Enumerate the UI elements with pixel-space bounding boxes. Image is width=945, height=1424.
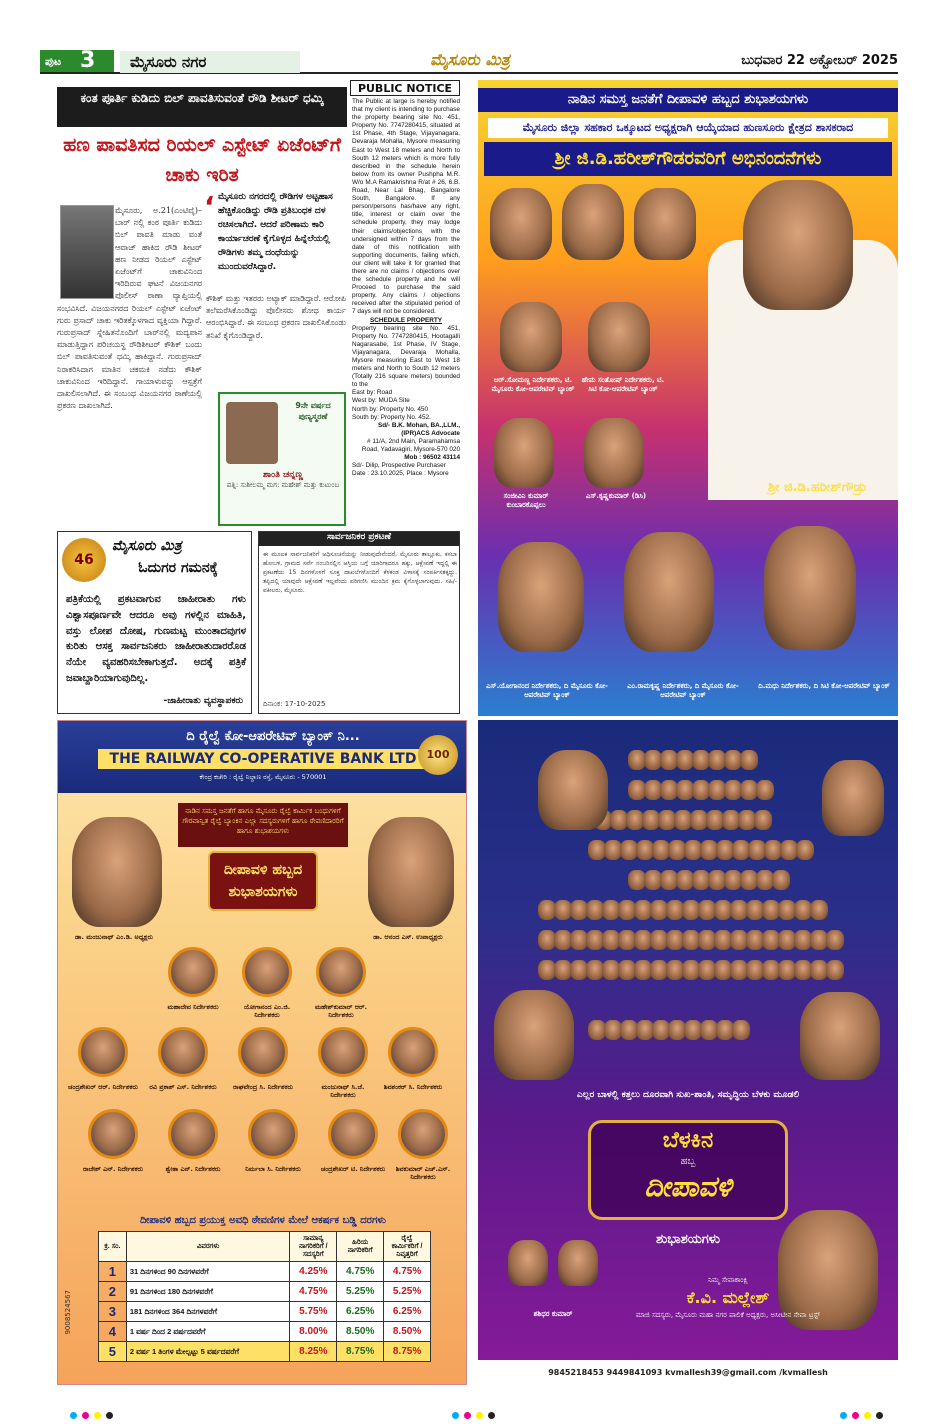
- readers-notice-text: ಪತ್ರಿಕೆಯಲ್ಲಿ ಪ್ರಕಟವಾಗುವ ಜಾಹೀರಾತು ಗಳು ವಿಶ್ವಾಸಪೂರ್ಣವೇ ಆದರೂ ಅವು ಗಳಲ್ಲಿನ ಮಾಹಿತಿ, ವಸ್ತು ಲೋಪ ದೋಷ, ಗುಣಮಟ್ಟ ಮುಂತಾದವುಗಳ ಕುರಿತು ಆಸಕ್ತ ಸಾರ್ವಜನಿಕರು ಜಾಹೀರಾತುದಾರರೊಡ ನೆಯೇ ವ್ಯವಹರಿಸಬೇಕಾಗುತ್ತದೆ. ಅದಕ್ಕೆ ಪತ್ರಿಕೆ ಜವಾಬ್ದಾರಿಯಾಗುವುದಿಲ್ಲ.: [66, 594, 246, 684]
- portrait-10: [764, 526, 856, 650]
- side-portrait-1: [508, 1240, 548, 1286]
- bank-greeting-message: ನಾಡಿನ ಸಮಸ್ತ ಜನತೆಗೆ ಹಾಗೂ ಮೈಸೂರು ರೈಲ್ವೆ ಕಾರ್ಮಿಕ ಬಂಧುಗಳಿಗೆ ಗೌರವಾನ್ವಿತ ರೈಲ್ವೆ ಬ್ಯಾಂಕಿನ ಎಲ್ಲಾ ಸದಸ್ಯರುಗಳಿಗೆ ಹಾಗೂ ಠೇವಣಿದಾರರಿಗೆ ಹಾಗೂ ಶುಭಾಶಯಗಳು: [178, 803, 348, 847]
- leader-thumb: [796, 840, 814, 860]
- sponsor-role: ಮಾಜಿ ಸದಸ್ಯರು, ಮೈಸೂರು ಮಹಾ ನಗರ ಪಾಲಿಕೆ ಅಧ್ಯಕ್ಷರು, ಅಸೀಟೀನ ಸೇವಾ ಟ್ರಸ್ಟ್: [635, 1311, 821, 1319]
- portrait-5: [588, 302, 650, 372]
- deepavali-greeting: ದೀಪಾವಳಿ ಹಬ್ಬದ ಶುಭಾಶಯಗಳು: [208, 851, 318, 911]
- public-notice-title: PUBLIC NOTICE: [350, 80, 460, 96]
- rate-cell-period: 1 ವರ್ಷ ದಿಂದ 2 ವರ್ಷದವರೆಗೆ: [126, 1322, 290, 1342]
- caption-7: ದಿ.ಮಧು ನಿರ್ದೇಶಕರು, ದಿ ಸಿಟಿ ಕೋ-ಆಪರೇಟಿವ್ ಬ್ಯಾಂಕ್: [758, 682, 890, 690]
- portrait-2: [562, 184, 624, 260]
- public-notice-body: [352, 98, 460, 528]
- article-pull-quote: ಮೈಸೂರು ನಗರದಲ್ಲಿ ರೌಡಿಗಳ ಅಟ್ಟಹಾಸ ಹೆಚ್ಚಿಕೊಂಡಿದ್ದು ರೌಡಿ ಪ್ರತಿಬಂಧಕ ದಳ ರಚಿಸಲಾಗಿದೆ. ಆದರೆ ಪರಿಣಾಮ ಕಾರಿ ಕಾರ್ಯಾಚರಣೆ ಕೈಗೊಳ್ಳದ ಹಿನ್ನೆಲೆಯಲ್ಲಿ ರೌಡಿಗಳು ತಮ್ಮ ದಂಧೆಯನ್ನು ಮುಂದುವರೆಸಿದ್ದಾರೆ.: [218, 192, 333, 272]
- table-header-row: [99, 1232, 431, 1262]
- rate-cell-c: 5.25%: [384, 1282, 431, 1302]
- member-portrait: [168, 1109, 218, 1159]
- rate-cell-sn: 3: [99, 1302, 127, 1322]
- print-marks-right: [840, 1404, 888, 1423]
- member-caption: ಚಂದ್ರಶೇಖರ್ ಟಿ. ನಿರ್ದೇಶಕರು: [320, 1165, 386, 1173]
- col-general: ಸಾಮಾನ್ಯ ನಾಗರಿಕರಿಗೆ / ಸದಸ್ಯರಿಗೆ: [290, 1232, 337, 1262]
- caption-3: ಸಂಜೀವಿನಿ ಕುಮಾರ್ ಕುಂಬಾರಕೊಪ್ಪಲು: [503, 492, 549, 509]
- table-row: [99, 1262, 431, 1282]
- side-portrait-2: [558, 1240, 598, 1286]
- col-senior: ಹಿರಿಯ ನಾಗರಿಕರಿಗೆ: [337, 1232, 384, 1262]
- member-caption: ರಾಘವೇಂದ್ರ ಸಿ. ನಿರ್ದೇಶಕರು: [232, 1083, 294, 1091]
- member-caption: ಶಿವಕುಮಾರ್ ಎಚ್.ಎಸ್. ನಿರ್ದೇಶಕರು: [395, 1165, 451, 1181]
- deepavali-line4: ಶುಭಾಶಯಗಳು: [656, 1232, 720, 1247]
- rate-cell-a: 4.75%: [290, 1282, 337, 1302]
- print-marks-center: [452, 1404, 500, 1423]
- member-caption: ಚಂದ್ರಶೇಖರ್ ಆರ್. ನಿರ್ದೇಶಕರು: [68, 1083, 138, 1091]
- sponsor-tagline: ನಿಮ್ಮ ಸೇವಾಕಾಂಕ್ಷಿ: [708, 1276, 748, 1284]
- rate-cell-b: 6.25%: [337, 1302, 384, 1322]
- president-caption: ಡಾ. ಮಂಜುನಾಥ್ ಎಂ.ಡಿ. ಅಧ್ಯಕ್ಷರು: [75, 933, 153, 941]
- public-announcement-date: ದಿನಾಂಕ: 17-10-2025: [263, 700, 326, 708]
- rate-cell-sn: 4: [99, 1322, 127, 1342]
- article-photo: [60, 205, 114, 299]
- member-caption: ಶ್ವೇತಾ ಎನ್. ನಿರ್ದೇಶಕರು: [165, 1165, 221, 1173]
- quote-mark-icon: ‘: [204, 190, 215, 223]
- leader-thumb: [754, 810, 772, 830]
- table-row: [99, 1322, 431, 1342]
- table-row: [99, 1282, 431, 1302]
- member-caption: ನಿರ್ಮಲಾ ಸಿ. ನಿರ್ದೇಶಕರು: [245, 1165, 301, 1173]
- side-caption: ಶಶಿಧರ ಕುಮಾರ್: [533, 1310, 573, 1318]
- member-portrait: [242, 947, 292, 997]
- public-announcement-box: [258, 531, 460, 714]
- caption-2: ಹೇಮ ಸಂತೋಷ್ ನಿರ್ದೇಶಕರು, ಟಿ. ಸಿಟಿ ಕೋ-ಆಪರೇಟಿವ್ ಬ್ಯಾಂಕ್: [581, 376, 665, 393]
- memorial-family: ಪತ್ನಿ: ಸುಶೀಲಮ್ಮ ಮಗ: ಮಹೇಶ್ ಮತ್ತು ಕುಟುಂಬ: [226, 481, 340, 489]
- ad-code: 9008524567: [64, 1290, 72, 1335]
- portrait-8: [498, 542, 584, 652]
- member-portrait: [78, 1027, 128, 1077]
- print-marks-left: [70, 1404, 118, 1423]
- anniversary-badge: 46: [62, 538, 106, 582]
- public-announcement-text: ಈ ಮೂಲಕ ಸಾರ್ವಜನಿಕರಿಗೆ ಅಧಿಸೂಚನೆಯನ್ನು ನೀಡುವುದೇನೆಂದರೆ, ಮೈಸೂರು ತಾಲ್ಲೂಕು, ಕಸಬಾ ಹೋಬಳಿ, ಗ್ರಾಮದ ಸರ್ವೆ ನಂಬರಿನಲ್ಲಿನ ಆಸ್ತಿಯ ಬಗ್ಗೆ ಯಾರಿಗಾದರೂ ಹಕ್ಕು, ಆಕ್ಷೇಪಣೆ ಇದ್ದಲ್ಲಿ ಈ ಪ್ರಕಟಣೆಯ 15 ದಿನಗಳೊಳಗೆ ಸೂಕ್ತ ದಾಖಲೆಗಳೊಂದಿಗೆ ಕೆಳಕಂಡ ವಿಳಾಸಕ್ಕೆ ಸಂಪರ್ಕಿಸತಕ್ಕದ್ದು. ತಪ್ಪಿದಲ್ಲಿ ಯಾವುದೇ ಆಕ್ಷೇಪಣೆ ಇಲ್ಲವೆಂದು ಪರಿಗಣಿಸಿ ಮುಂದಿನ ಕ್ರಮ ಕೈಗೊಳ್ಳಲಾಗುವುದು. ಸಹಿ/-ವಕೀಲರು, ಮೈಸೂರು.: [263, 551, 457, 594]
- member-portrait: [238, 1027, 288, 1077]
- rate-cell-period: 2 ವರ್ಷ 1 ತಿಂಗಳ ಮೇಲ್ಪಟ್ಟು 5 ವರ್ಷದವರೆಗೆ: [126, 1342, 290, 1362]
- page-header: [40, 50, 898, 74]
- rates-title: ದೀಪಾವಳಿ ಹಬ್ಬದ ಪ್ರಯುಕ್ತ ಅವಧಿ ಠೇವಣಿಗಳ ಮೇಲೆ ಆಕರ್ಷಕ ಬಡ್ಡಿ ದರಗಳು: [140, 1215, 386, 1226]
- rate-cell-c: 8.75%: [384, 1342, 431, 1362]
- caption-6: ಎಂ.ರಾಮಕೃಷ್ಣ ನಿರ್ದೇಶಕರು, ದಿ ಮೈಸೂರು ಕೋ-ಆಪರೇಟಿವ್ ಬ್ಯಾಂಕ್: [627, 682, 739, 699]
- rate-cell-b: 4.75%: [337, 1262, 384, 1282]
- memorial-title: 9ನೇ ವರ್ಷದ ಪುಣ್ಯಸ್ಮರಣೆ: [295, 401, 331, 421]
- table-row: [99, 1342, 431, 1362]
- col-sn: ಕ್ರ. ಸಂ.: [99, 1232, 127, 1262]
- advocate-address: # 11/A, 2nd Main, Paramahamsa Road, Yadavagiri, Mysore-570 020: [361, 437, 460, 454]
- deepavali-message: ಎಲ್ಲರ ಬಾಳಲ್ಲಿ ಕತ್ತಲು ದೂರವಾಗಿ ಸುಖ-ಶಾಂತಿ, ಸಮೃದ್ಧಿಯ ಬೆಳಕು ಮೂಡಲಿ: [576, 1090, 800, 1100]
- notice-date-place: Date : 23.10.2025, Place : Mysore: [352, 470, 449, 478]
- readers-notice-title: ಓದುಗರ ಗಮನಕ್ಕೆ: [138, 560, 218, 576]
- sponsor-name: ಕೆ.ವಿ. ಮಲ್ಲೇಶ್: [686, 1288, 770, 1307]
- purchaser-sign: Sd/- Dilip, Prospective Purchaser: [352, 462, 446, 470]
- member-portrait: [398, 1109, 448, 1159]
- rate-cell-b: 8.75%: [337, 1342, 384, 1362]
- member-portrait: [88, 1109, 138, 1159]
- portrait-4: [500, 302, 562, 372]
- member-caption: ಮಂಜುನಾಥ್ ಸಿ.ಜೆ. ನಿರ್ದೇಶಕರು: [321, 1083, 365, 1099]
- boundary-south: South by: Property No. 452.: [352, 413, 431, 421]
- member-caption: ಮಹಾದೇವ ನಿರ್ದೇಶಕರು: [167, 1003, 219, 1011]
- felicitation-ad: [478, 80, 898, 716]
- leader-thumb: [756, 780, 774, 800]
- leader-thumb: [826, 930, 844, 950]
- portrait-3: [634, 188, 696, 260]
- member-portrait: [158, 1027, 208, 1077]
- leader-thumb: [826, 960, 844, 980]
- interest-rate-table: [98, 1231, 431, 1362]
- member-portrait: [168, 947, 218, 997]
- page-label: ಪುಟ: [45, 55, 62, 68]
- rate-cell-a: 8.25%: [290, 1342, 337, 1362]
- col-railway: ರೈಲ್ವೆ ಕಾರ್ಮಿಕರಿಗೆ / ನಿವೃತ್ತರಿಗೆ: [384, 1232, 431, 1262]
- boundary-north: North by: Property No. 450: [352, 405, 429, 413]
- rate-cell-period: 31 ದಿನಗಳಿಂದ 90 ದಿನಗಳವರೆಗೆ: [126, 1262, 290, 1282]
- leader-large-4: [800, 992, 880, 1080]
- rate-cell-a: 8.00%: [290, 1322, 337, 1342]
- deepavali-line3: ದೀಪಾವಳಿ: [644, 1170, 732, 1203]
- rate-cell-b: 8.50%: [337, 1322, 384, 1342]
- rate-cell-a: 5.75%: [290, 1302, 337, 1322]
- caption-5: ಎಸ್.ಯೋಗಾನಂದ ನಿರ್ದೇಶಕರು, ದಿ ಮೈಸೂರು ಕೋ-ಆಪರೇಟಿವ್ ಬ್ಯಾಂಕ್: [486, 682, 608, 699]
- bank-address: ಕೇಂದ್ರ ಕಚೇರಿ : ರೈಲ್ವೆ ನಿಲ್ದಾಣ ರಸ್ತೆ, ಮೈಸೂರು - 570001: [199, 773, 327, 781]
- masthead-logo: ಮೈಸೂರು ಮಿತ್ರ: [430, 50, 510, 69]
- readers-notice-box: [57, 531, 252, 714]
- leader-thumb: [772, 870, 790, 890]
- portrait-9: [624, 532, 714, 652]
- section-title: ಮೈಸೂರು ನಗರ: [120, 51, 300, 73]
- memorial-name: [224, 470, 342, 490]
- rate-cell-b: 5.25%: [337, 1282, 384, 1302]
- hero-portrait: [743, 180, 853, 310]
- leader-large-2: [822, 760, 884, 836]
- contact-bar: 9845218453 9449841093 kvmallesh39@gmail.com /kvmallesh: [478, 1360, 898, 1385]
- ad-greeting-band: ನಾಡಿನ ಸಮಸ್ತ ಜನತೆಗೆ ದೀಪಾವಳಿ ಹಬ್ಬದ ಶುಭಾಶಯಗಳು: [478, 88, 898, 112]
- member-portrait: [248, 1109, 298, 1159]
- president-portrait: [72, 817, 162, 927]
- dateline: ಬುಧವಾರ 22 ಅಕ್ಟೋಬರ್ 2025: [741, 53, 898, 68]
- rate-cell-sn: 5: [99, 1342, 127, 1362]
- ad-congrats-band: ಶ್ರೀ ಜಿ.ಡಿ.ಹರೀಶ್‌ಗೌಡರವರಿಗೆ ಅಭಿನಂದನೆಗಳು: [484, 142, 892, 176]
- portrait-1: [490, 188, 552, 260]
- portrait-6: [494, 418, 554, 488]
- rate-cell-c: 8.50%: [384, 1322, 431, 1342]
- memorial-ad: [218, 392, 346, 526]
- table-row: [99, 1302, 431, 1322]
- article-headline: ಹಣ ಪಾವತಿಸದ ರಿಯಲ್ ಎಸ್ಟೇಟ್ ಏಜೆಂಟ್‌ಗೆ ಚಾಕು ಇರಿತ: [63, 134, 341, 186]
- caption-4: ಎಸ್.ಕೃಷ್ಣಕುಮಾರ್ (ಡಿಸಿ): [585, 492, 647, 500]
- rate-cell-a: 4.25%: [290, 1262, 337, 1282]
- portrait-7: [584, 418, 644, 488]
- member-caption: ಮಹೇಶ್‌ಕುಮಾರ್ ಆರ್. ನಿರ್ದೇಶಕರು: [314, 1003, 368, 1019]
- ad-subtitle-band: ಮೈಸೂರು ಜಿಲ್ಲಾ ಸಹಕಾರ ಒಕ್ಕೂಟದ ಅಧ್ಯಕ್ಷರಾಗಿ ಆಯ್ಕೆಯಾದ ಹುಣಸೂರು ಕ್ಷೇತ್ರದ ಶಾಸಕರಾದ: [488, 118, 888, 138]
- memorial-portrait: [226, 402, 278, 464]
- bank-name-en: THE RAILWAY CO-OPERATIVE BANK LTD: [98, 749, 428, 769]
- page-number: 3: [80, 48, 96, 73]
- article-kicker: ಕಂತ ಪೂರ್ತಿ ಕುಡಿದು ಬಿಲ್ ಪಾವತಿಸುವಂತೆ ರೌಡಿ ಶೀಟರ್ ಧಮ್ಕಿ: [57, 87, 347, 127]
- leader-large-1: [538, 750, 608, 830]
- readers-notice-sign: -ಜಾಹೀರಾತು ವ್ಯವಸ್ಥಾಪಕರು: [163, 696, 243, 706]
- rate-cell-period: 91 ದಿನಗಳಿಂದ 180 ದಿನಗಳವರೆಗೆ: [126, 1282, 290, 1302]
- deepavali-line2: ಹಬ್ಬ: [680, 1156, 696, 1167]
- rate-cell-sn: 1: [99, 1262, 127, 1282]
- memorial-person: ಶಾಂತಿ ಚನ್ನಣ್ಣ: [262, 470, 303, 480]
- centenary-badge: 100: [418, 735, 458, 775]
- rate-cell-c: 6.25%: [384, 1302, 431, 1322]
- bank-name-kn: ದಿ ರೈಲ್ವೆ ಕೋ-ಆಪರೇಟಿವ್ ಬ್ಯಾಂಕ್ ನಿ...: [186, 729, 360, 744]
- hero-name: ಶ್ರೀ ಜಿ.ಡಿ.ಹರೀಶ್‌ಗೌಡ್ರು: [768, 480, 867, 495]
- advocate-mobile: Mob : 96502 43114: [404, 454, 460, 462]
- rate-cell-c: 4.75%: [384, 1262, 431, 1282]
- article-body-text: ಮೈಸೂರು, ಅ.21(ಎಂಟಿವೈ)– ಬಾರ್ ನಲ್ಲಿ ಕಂಠ ಪೂರ್ತಿ ಕುಡಿದು ಬಿಲ್ ಪಾವತಿ ಮಾಡು ವಂತೆ ಆವಾಜ್ ಹಾಕಿದ ರೌಡಿ ಶೀಟರ್ ಹಣ ನೀಡದ ರಿಯಲ್ ಎಸ್ಟೇಟ್ ಏಜೆಂಟ್‌ಗೆ ಚಾಕುವಿನಿಂದ ಇರಿದಿರುವ ಘಟನೆ ವಿಜಯನಗರ ಪೊಲೀಸ್ ಠಾಣಾ ವ್ಯಾಪ್ತಿಯಲ್ಲಿ ಸಂಭವಿಸಿದೆ. ವಿಜಯನಗರದ ರಿಯಲ್ ಎಸ್ಟೇಟ್ ಏಜೆಂಟ್ ಗುರು ಪ್ರಸಾದ್ ಚಾಕು ಇರಿತಕ್ಕೊಳಗಾದ ವ್ಯಕ್ತಿಯಾ ಗಿದ್ದಾರೆ. ಗುರುಪ್ರಸಾದ್ ಸ್ನೇಹಿತನೊಂದಿಗೆ ಬಾರ್‌ನಲ್ಲಿ ಮದ್ಯಪಾನ ಮಾಡುತ್ತಿದ್ದಾಗ ಪರಿಚಯಸ್ಥ ರೌಡಿಶೀಟರ್ ಕೌಶಿಕ್ ಬಂದು ಬಿಲ್ ಪಾವತಿಸುವಂತೆ ಧಮ್ಕಿ ಹಾಕಿದ್ದಾನೆ. ಗುರುಪ್ರಸಾದ್ ನಿರಾಕರಿಸಿದಾಗ ಮಾತಿನ ಚಕಮಕಿ ನಡೆದು ಕೌಶಿಕ್ ಚಾಕುವಿನಿಂದ ಇರಿದಿದ್ದಾನೆ. ಗಾಯಾಳುವನ್ನು ಆಸ್ಪತ್ರೆಗೆ ದಾಖಲಿಸಲಾಗಿದೆ. ಈ ಸಂಬಂಧ ವಿಜಯನಗರ ಠಾಣೆಯಲ್ಲಿ ಪ್ರಕರಣ ದಾಖಲಾಗಿದೆ.: [57, 206, 202, 411]
- deepavali-line1: ಬೆಳಕಿನ: [662, 1128, 714, 1153]
- leader-thumb: [810, 900, 828, 920]
- page-number-box: [40, 50, 114, 72]
- caption-1: ಆರ್.ಸೋಮಣ್ಣ ನಿರ್ದೇಶಕರು, ಟಿ. ಮೈಸೂರು ಕೋ-ಆಪರೇಟಿವ್ ಬ್ಯಾಂಕ್: [491, 376, 575, 393]
- public-announcement-title: ಸಾರ್ವಜನಿಕರ ಪ್ರಕಟಣೆ: [259, 532, 459, 546]
- boundary-east: East by: Road: [352, 389, 393, 397]
- leader-thumb: [732, 1020, 750, 1040]
- rate-cell-sn: 2: [99, 1282, 127, 1302]
- advocate-sign: Sd/- B.K. Mohan, BA.,LLM., (IPR)ACS Advocate: [377, 421, 460, 437]
- notice-text: The Public at large is hereby notified that my client is intending to purchase the property bearing site No. 451, Property No. 7747280415, situated at 1st Phase, 4th Stage, Vijayanagara, Devaraja Mohalla, Mysore measuring East to West 18 meters and North to South 12 meters which is more fully described in the schedule herein below from its owner Pushpha M.R. W/o M.A Ramakrishna R/at # 26, 6.B. Road, Near Lal Bhag, Bangalore South, Bangalore. If any person/persons has/have any right, title, interest or claim over the schedule property, they may lodge their claims/objections with the undersigned within 7 days from the date of this notification with supporting documents, failing which, our client will take it for granted that there are no claims / objections over the schedule property and he will Proceed to purchase the said property. Any claims / objections received after the stipulated period of 7 days will not be considered.: [352, 98, 460, 316]
- col-period: ವಿವರಗಳು: [126, 1232, 290, 1262]
- rate-cell-period: 181 ದಿನಗಳಿಂದ 364 ದಿನಗಳವರೆಗೆ: [126, 1302, 290, 1322]
- leader-large-3: [494, 990, 574, 1080]
- member-portrait: [316, 947, 366, 997]
- member-caption: ರಾಜೇಶ್ ಎನ್. ನಿರ್ದೇಶಕರು: [82, 1165, 144, 1173]
- vice-president-caption: ಡಾ. ಆನಂದ ಎಸ್. ಉಪಾಧ್ಯಕ್ಷರು: [373, 933, 443, 941]
- member-caption: ಶಿವಶಂಕರ್ ಸಿ. ನಿರ್ದೇಶಕರು: [383, 1083, 443, 1091]
- readers-notice-masthead: ಮೈಸೂರು ಮಿತ್ರ: [112, 538, 182, 554]
- vice-president-portrait: [368, 817, 454, 927]
- article-body-col2: ಕೌಶಿಕ್ ಮತ್ತು ಇತರರು ಅಟ್ಯಾಕ್ ಮಾಡಿದ್ದಾರೆ. ಆರೋಪಿ ತಲೆಮರೆಸಿಕೊಂಡಿದ್ದು ಪೊಲೀಸರು ಶೋಧ ಕಾರ್ಯ ಆರಂಭಿಸಿದ್ದಾರೆ. ಈ ಸಂಬಂಧ ಪ್ರಕರಣ ದಾಖಲಿಸಿಕೊಂಡು ತನಿಖೆ ಕೈಗೊಂಡಿದ್ದಾರೆ.: [206, 294, 346, 340]
- member-portrait: [318, 1027, 368, 1077]
- schedule-title: SCHEDULE PROPERTY: [369, 316, 443, 324]
- boundary-west: West by: MUDA Site: [352, 397, 410, 405]
- member-portrait: [328, 1109, 378, 1159]
- bank-ad: [57, 720, 467, 1385]
- member-portrait: [388, 1027, 438, 1077]
- leader-thumb: [740, 750, 758, 770]
- member-caption: ರವಿ ಪ್ರಕಾಶ್ ಎಸ್. ನಿರ್ದೇಶಕರು: [149, 1083, 217, 1091]
- deepavali-ad: [478, 720, 898, 1385]
- schedule-text: Property bearing site No. 451, Property No. 7747280415, Hootagalli Nagarasabe, 1st Phase, IV Stage, Vijayanagara, Devaraja Mohalla, Mysore measuring East to West 18 meters and North to South 12 meters (Totally 216 square meters) bounded to the: [352, 324, 460, 389]
- member-caption: ಯೋಗಾನಂದ ಎಂ.ಜಿ. ನಿರ್ದೇಶಕರು: [243, 1003, 291, 1019]
